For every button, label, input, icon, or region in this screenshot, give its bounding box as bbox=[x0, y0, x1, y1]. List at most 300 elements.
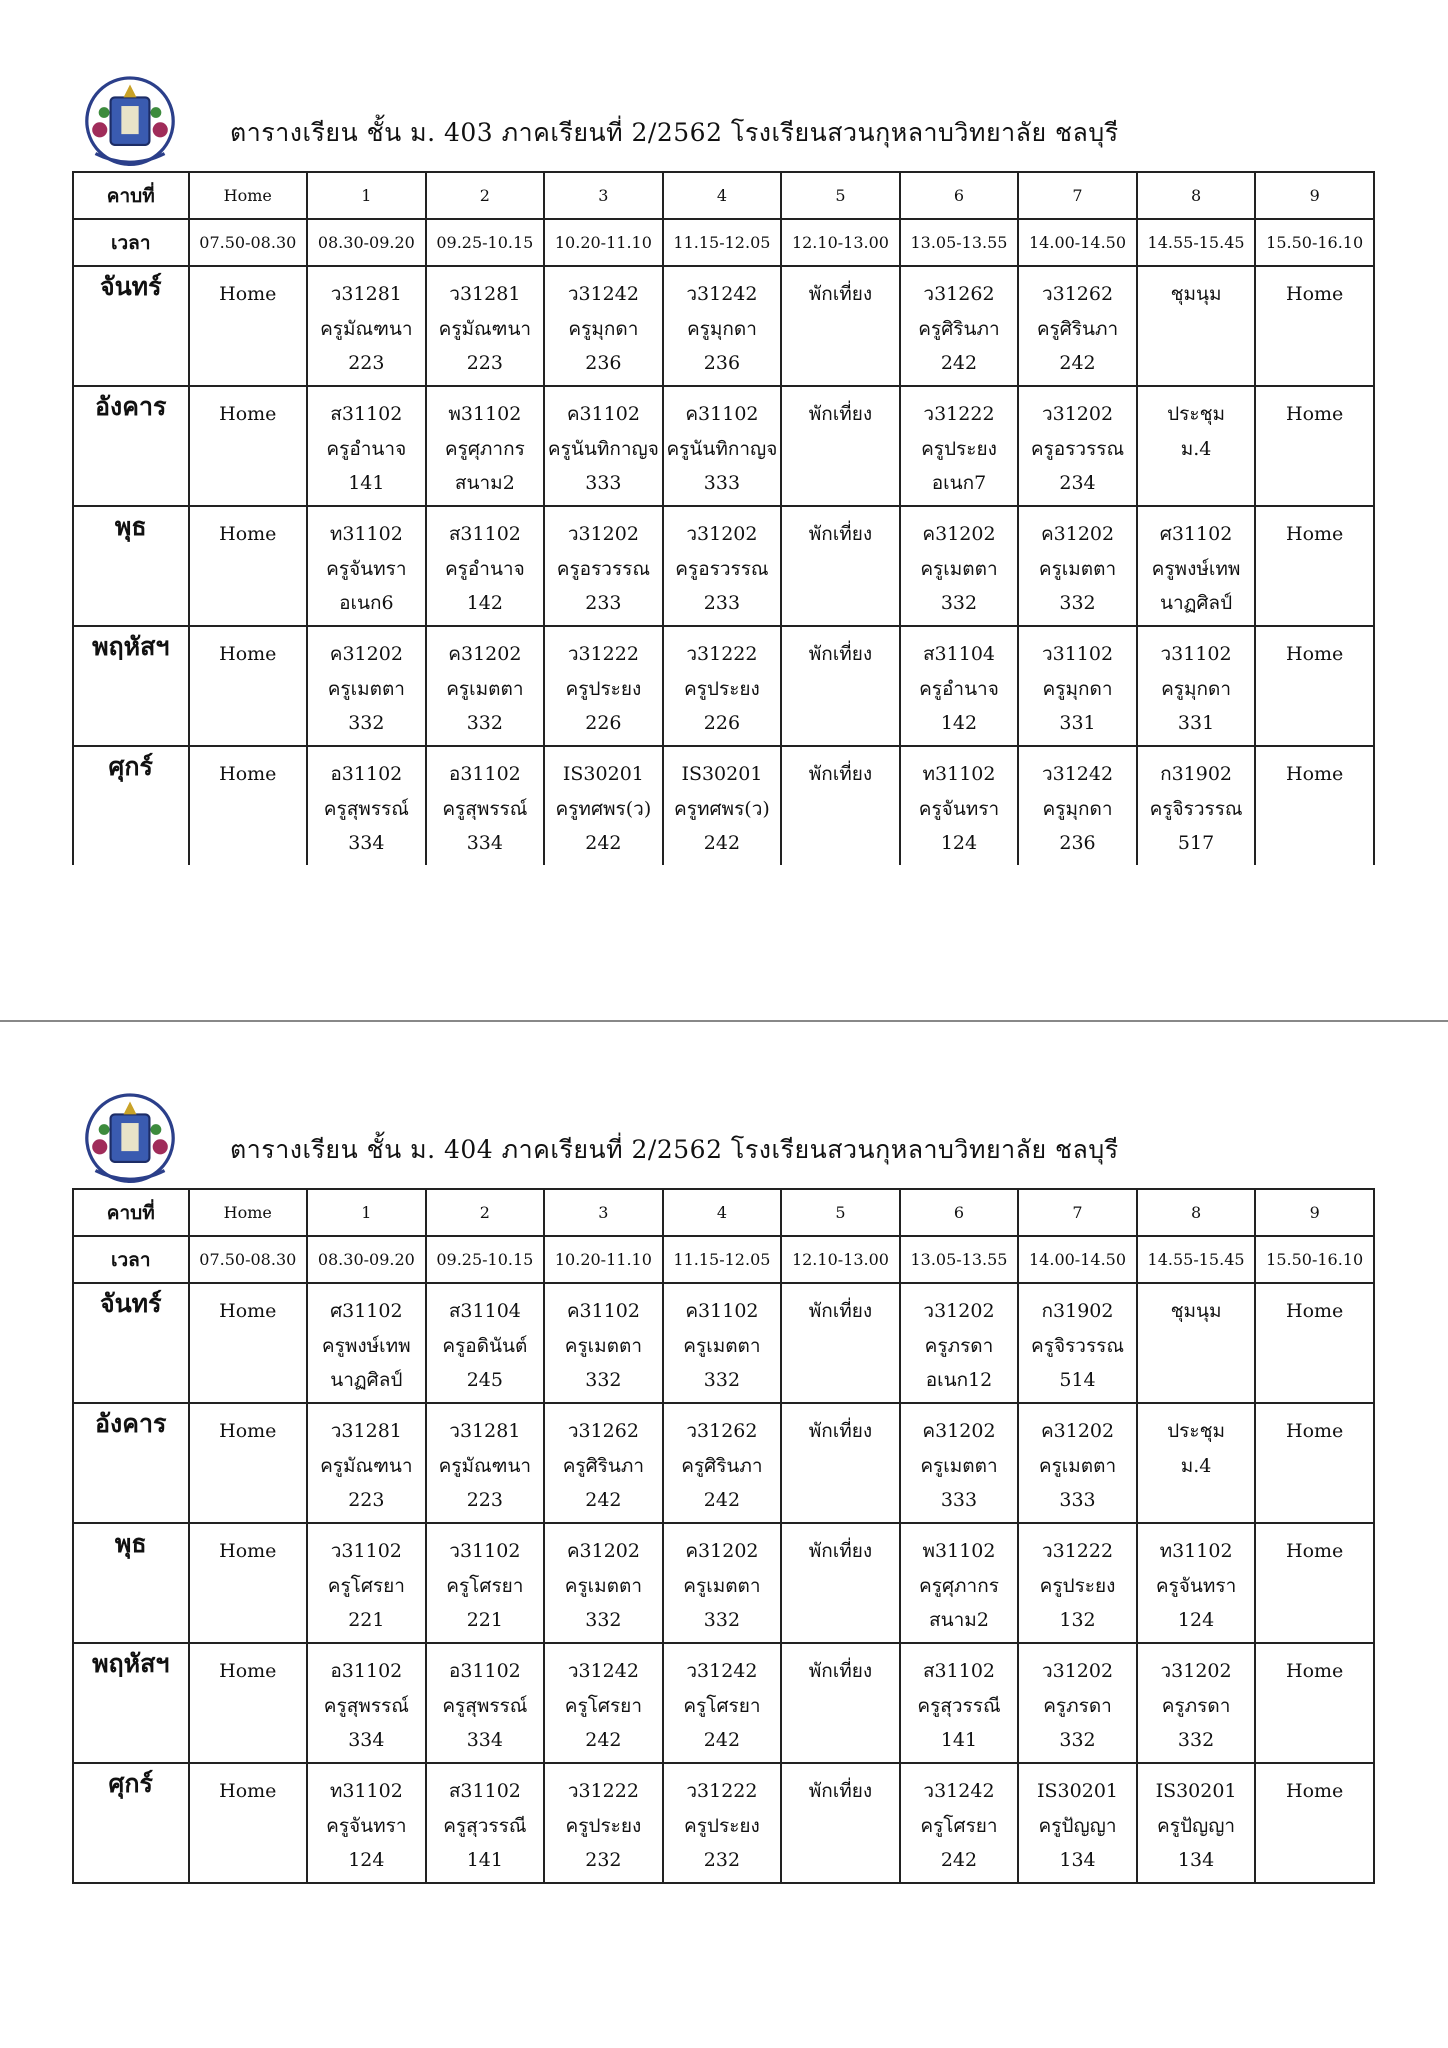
day-row bbox=[73, 626, 1374, 746]
subject-code: ว31262 bbox=[567, 1420, 639, 1442]
class-cell bbox=[900, 506, 1019, 626]
room: 333 bbox=[940, 1489, 978, 1511]
subject-code: พักเที่ยง bbox=[808, 1540, 873, 1562]
period-header-row bbox=[73, 1189, 1374, 1236]
day-name: อังคาร bbox=[73, 1403, 189, 1523]
subject-code: ประชุม bbox=[1167, 1420, 1225, 1442]
room: 142 bbox=[466, 592, 503, 614]
teacher-name: ครูทศพร(ว) bbox=[555, 797, 652, 820]
room: 334 bbox=[348, 1729, 385, 1751]
teacher-name: ครูสุพรรณ์ bbox=[442, 1694, 528, 1717]
room: 124 bbox=[1177, 1609, 1215, 1631]
period-time: 08.30-09.20 bbox=[307, 219, 426, 266]
time-header-row bbox=[73, 1236, 1374, 1283]
period-number: 6 bbox=[900, 172, 1019, 219]
class-cell bbox=[426, 506, 545, 626]
teacher-name: ครูภรดา bbox=[1161, 1694, 1231, 1717]
teacher-name: ครูอำนาจ bbox=[444, 557, 525, 580]
room: 236 bbox=[1059, 832, 1096, 854]
teacher-name: ครูปัญญา bbox=[1157, 1814, 1236, 1837]
teacher-name: ครูศิรินภา bbox=[1036, 317, 1119, 340]
teacher-name: ครูพงษ์เทพ bbox=[1151, 557, 1241, 580]
subject-code: ว31262 bbox=[686, 1420, 758, 1442]
subject-code: ว31202 bbox=[686, 523, 758, 545]
timetable bbox=[72, 1188, 1375, 1884]
subject-code: ค31202 bbox=[685, 1540, 759, 1562]
teacher-name: ครูปัญญา bbox=[1038, 1814, 1117, 1837]
teacher-name: ครูเมตตา bbox=[446, 677, 524, 700]
class-cell bbox=[1255, 506, 1374, 626]
teacher-name: ครูประยง bbox=[684, 677, 760, 700]
room: 232 bbox=[703, 1849, 741, 1871]
class-cell bbox=[1018, 746, 1137, 865]
room: 242 bbox=[940, 352, 978, 374]
schedule-m404 bbox=[0, 1072, 1448, 1871]
subject-code: ว31262 bbox=[923, 283, 995, 305]
subject-code: ว31102 bbox=[1160, 643, 1232, 665]
teacher-name: ครูเมตตา bbox=[683, 1334, 761, 1357]
class-cell bbox=[1255, 1283, 1374, 1403]
class-cell bbox=[900, 1283, 1019, 1403]
room: 141 bbox=[466, 1849, 503, 1871]
class-cell bbox=[1018, 1763, 1137, 1883]
class-cell bbox=[1018, 1643, 1137, 1763]
room: 242 bbox=[703, 832, 741, 854]
subject-code: ท31102 bbox=[922, 763, 996, 785]
class-cell bbox=[544, 1763, 663, 1883]
teacher-name: ครูเมตตา bbox=[1038, 1454, 1117, 1477]
room: 332 bbox=[1059, 1729, 1096, 1751]
day-row bbox=[73, 1643, 1374, 1763]
teacher-name: ครูศิรินภา bbox=[918, 317, 1000, 340]
room: 124 bbox=[348, 1849, 385, 1871]
class-cell bbox=[781, 1403, 900, 1523]
class-cell bbox=[544, 506, 663, 626]
subject-code: Home bbox=[1286, 1420, 1344, 1442]
day-name: อังคาร bbox=[73, 386, 189, 506]
teacher-name: ครูเมตตา bbox=[327, 677, 405, 700]
teacher-name: ครูประยง bbox=[565, 677, 642, 700]
period-time: 11.15-12.05 bbox=[663, 1236, 782, 1283]
class-cell bbox=[426, 746, 545, 865]
subject-code: ค31202 bbox=[922, 523, 996, 545]
subject-code: ว31262 bbox=[1041, 283, 1114, 305]
subject-code: ศ31102 bbox=[330, 1300, 403, 1322]
class-cell bbox=[1137, 1763, 1256, 1883]
day-row bbox=[73, 1523, 1374, 1643]
period-time: 09.25-10.15 bbox=[426, 219, 545, 266]
subject-code: ค31202 bbox=[329, 643, 403, 665]
class-cell bbox=[1255, 266, 1374, 386]
subject-code: ท31102 bbox=[329, 523, 403, 545]
class-cell bbox=[307, 1283, 426, 1403]
class-cell bbox=[544, 1403, 663, 1523]
class-cell bbox=[1137, 1283, 1256, 1403]
class-cell bbox=[1018, 1283, 1137, 1403]
period-number: 2 bbox=[426, 1189, 545, 1236]
subject-code: พักเที่ยง bbox=[808, 403, 873, 425]
page-divider bbox=[0, 1020, 1448, 1022]
class-cell bbox=[781, 746, 900, 865]
teacher-name: ครูจันทรา bbox=[326, 557, 407, 580]
subject-code: ชุมนุม bbox=[1170, 1300, 1222, 1322]
subject-code: ว31242 bbox=[923, 1780, 995, 1802]
teacher-name: ครูศุภากร bbox=[919, 1574, 999, 1597]
subject-code: ว31102 bbox=[330, 1540, 402, 1562]
class-cell bbox=[1255, 386, 1374, 506]
room: 242 bbox=[585, 1489, 622, 1511]
subject-code: Home bbox=[1286, 763, 1344, 785]
room: 141 bbox=[940, 1729, 978, 1751]
room: อเนก6 bbox=[339, 592, 394, 614]
day-row bbox=[73, 1763, 1374, 1883]
teacher-name: ครูจิรวรรณ bbox=[1031, 1334, 1124, 1357]
room: 242 bbox=[585, 832, 622, 854]
subject-code: พักเที่ยง bbox=[808, 1300, 873, 1322]
room: 234 bbox=[1059, 472, 1096, 494]
room: 226 bbox=[585, 712, 622, 734]
room: 332 bbox=[348, 712, 385, 734]
room: 242 bbox=[1059, 352, 1096, 374]
teacher-name: ครูจิรวรรณ bbox=[1149, 797, 1243, 820]
day-row bbox=[73, 1283, 1374, 1403]
day-name: พุธ bbox=[73, 506, 189, 626]
subject-code: ส31102 bbox=[330, 403, 403, 425]
teacher-name: ครูมุกดา bbox=[1161, 677, 1232, 700]
period-time: 07.50-08.30 bbox=[189, 1236, 308, 1283]
subject-code: ค31202 bbox=[566, 1540, 640, 1562]
room: อเนก7 bbox=[931, 472, 987, 494]
period-number: 9 bbox=[1255, 1189, 1374, 1236]
class-cell bbox=[663, 1523, 782, 1643]
subject-code: ว31102 bbox=[1041, 643, 1114, 665]
subject-code: Home bbox=[1286, 403, 1344, 425]
subject-code: Home bbox=[1286, 643, 1344, 665]
teacher-name: ครูเมตตา bbox=[564, 1574, 643, 1597]
subject-code: ค31102 bbox=[566, 403, 640, 425]
period-time: 10.20-11.10 bbox=[544, 219, 663, 266]
period-number: 7 bbox=[1018, 1189, 1137, 1236]
room: 332 bbox=[585, 1609, 622, 1631]
period-time: 12.10-13.00 bbox=[781, 1236, 900, 1283]
room: 223 bbox=[466, 1489, 503, 1511]
room: 223 bbox=[466, 352, 503, 374]
class-cell bbox=[426, 1283, 545, 1403]
period-number: 1 bbox=[307, 172, 426, 219]
class-cell bbox=[1137, 626, 1256, 746]
teacher-name: ครูนันทิกาญจ bbox=[547, 437, 659, 460]
day-name: พฤหัสฯ bbox=[73, 1643, 189, 1763]
class-cell bbox=[1137, 746, 1256, 865]
class-cell bbox=[307, 386, 426, 506]
period-time: 09.25-10.15 bbox=[426, 1236, 545, 1283]
room: 332 bbox=[703, 1369, 741, 1391]
class-cell bbox=[189, 1403, 308, 1523]
room: 134 bbox=[1177, 1849, 1215, 1871]
room: 221 bbox=[348, 1609, 385, 1631]
subject-code: ประชุม bbox=[1167, 403, 1225, 425]
class-cell bbox=[663, 1763, 782, 1883]
day-name: ศุกร์ bbox=[73, 746, 189, 865]
day-name: พฤหัสฯ bbox=[73, 626, 189, 746]
room: สนาม2 bbox=[929, 1609, 989, 1631]
room: 334 bbox=[348, 832, 385, 854]
class-cell bbox=[307, 626, 426, 746]
subject-code: ท31102 bbox=[1159, 1540, 1233, 1562]
subject-code: พักเที่ยง bbox=[808, 1420, 873, 1442]
teacher-name: ครูศุภากร bbox=[444, 437, 525, 460]
class-cell bbox=[1137, 386, 1256, 506]
subject-code: ค31102 bbox=[685, 1300, 759, 1322]
subject-code: ว31202 bbox=[1041, 1660, 1114, 1682]
day-row bbox=[73, 266, 1374, 386]
room: 223 bbox=[348, 352, 385, 374]
day-name: จันทร์ bbox=[73, 266, 189, 386]
time-label: เวลา bbox=[73, 219, 189, 266]
class-cell bbox=[189, 1523, 308, 1643]
class-cell bbox=[426, 1763, 545, 1883]
period-number: 5 bbox=[781, 172, 900, 219]
room: 332 bbox=[466, 712, 503, 734]
class-cell bbox=[900, 1403, 1019, 1523]
teacher-name: ครูประยง bbox=[565, 1814, 642, 1837]
subject-code: ว31222 bbox=[686, 643, 758, 665]
class-cell bbox=[544, 746, 663, 865]
teacher-name: ครูสุวรรณี bbox=[917, 1694, 1001, 1717]
subject-code: ว31242 bbox=[567, 283, 639, 305]
teacher-name: ครูประยง bbox=[1039, 1574, 1116, 1597]
period-time: 14.55-15.45 bbox=[1137, 219, 1256, 266]
subject-code: พ31102 bbox=[922, 1540, 996, 1562]
subject-code: ว31222 bbox=[567, 643, 639, 665]
class-cell bbox=[426, 1523, 545, 1643]
school-emblem-icon bbox=[76, 1082, 184, 1190]
class-cell bbox=[1255, 626, 1374, 746]
class-cell bbox=[426, 386, 545, 506]
subject-code: ค31102 bbox=[685, 403, 759, 425]
period-number: 5 bbox=[781, 1189, 900, 1236]
school-emblem-icon bbox=[76, 65, 184, 173]
class-cell bbox=[663, 1403, 782, 1523]
period-number: 9 bbox=[1255, 172, 1374, 219]
class-cell bbox=[1018, 1523, 1137, 1643]
period-time: 07.50-08.30 bbox=[189, 219, 308, 266]
room: 517 bbox=[1177, 832, 1215, 854]
subject-code: IS30201 bbox=[1155, 1780, 1237, 1802]
subject-code: Home bbox=[219, 1660, 277, 1682]
room: 124 bbox=[940, 832, 978, 854]
room: 332 bbox=[1177, 1729, 1215, 1751]
class-cell bbox=[544, 266, 663, 386]
room: 236 bbox=[585, 352, 622, 374]
teacher-name: ครูจันทรา bbox=[1155, 1574, 1237, 1597]
subject-code: ว31281 bbox=[449, 283, 521, 305]
class-cell bbox=[663, 386, 782, 506]
teacher-name: ครูอดินันต์ bbox=[442, 1334, 528, 1357]
subject-code: Home bbox=[219, 1300, 277, 1322]
class-cell bbox=[663, 626, 782, 746]
day-row bbox=[73, 746, 1374, 865]
class-cell bbox=[426, 1643, 545, 1763]
day-row bbox=[73, 506, 1374, 626]
day-row bbox=[73, 386, 1374, 506]
period-number: 3 bbox=[544, 1189, 663, 1236]
subject-code: ว31281 bbox=[330, 283, 402, 305]
teacher-name: ครูสุพรรณ์ bbox=[323, 797, 409, 820]
room: 141 bbox=[348, 472, 385, 494]
class-cell bbox=[1018, 626, 1137, 746]
room: 226 bbox=[703, 712, 741, 734]
class-cell bbox=[781, 506, 900, 626]
subject-code: Home bbox=[1286, 1780, 1344, 1802]
subject-code: Home bbox=[1286, 283, 1344, 305]
subject-code: อ31102 bbox=[448, 763, 521, 785]
room: นาฏศิลป์ bbox=[1159, 592, 1233, 614]
subject-code: ศ31102 bbox=[1159, 523, 1233, 545]
subject-code: ค31202 bbox=[1040, 1420, 1115, 1442]
subject-code: Home bbox=[219, 1780, 277, 1802]
class-cell bbox=[307, 1523, 426, 1643]
subject-code: อ31102 bbox=[448, 1660, 521, 1682]
class-cell bbox=[307, 506, 426, 626]
day-row bbox=[73, 1403, 1374, 1523]
class-cell bbox=[900, 1523, 1019, 1643]
subject-code: IS30201 bbox=[1037, 1780, 1118, 1802]
room: 242 bbox=[585, 1729, 622, 1751]
class-cell bbox=[1137, 1403, 1256, 1523]
period-label: คาบที่ bbox=[73, 172, 189, 219]
subject-code: พักเที่ยง bbox=[808, 523, 873, 545]
subject-code: ส31102 bbox=[448, 1780, 521, 1802]
subject-code: ว31242 bbox=[686, 283, 758, 305]
class-cell bbox=[663, 1643, 782, 1763]
period-number: Home bbox=[189, 1189, 308, 1236]
teacher-name: ครูมุกดา bbox=[1042, 677, 1113, 700]
class-cell bbox=[1137, 266, 1256, 386]
subject-code: ส31104 bbox=[922, 643, 995, 665]
time-label: เวลา bbox=[73, 1236, 189, 1283]
room: 245 bbox=[466, 1369, 503, 1391]
class-cell bbox=[1255, 1523, 1374, 1643]
class-cell bbox=[307, 266, 426, 386]
teacher-name: ครูมัณฑนา bbox=[320, 1454, 413, 1477]
period-number: Home bbox=[189, 172, 308, 219]
period-number: 2 bbox=[426, 172, 545, 219]
period-time: 14.55-15.45 bbox=[1137, 1236, 1256, 1283]
teacher-name: ครูอรวรรณ bbox=[556, 557, 651, 580]
class-cell bbox=[189, 506, 308, 626]
teacher-name: ครูมุกดา bbox=[686, 317, 757, 340]
teacher-name: ครูสุพรรณ์ bbox=[442, 797, 528, 820]
subject-code: พักเที่ยง bbox=[808, 643, 873, 665]
period-time: 15.50-16.10 bbox=[1255, 219, 1374, 266]
room: 333 bbox=[585, 472, 622, 494]
period-time: 08.30-09.20 bbox=[307, 1236, 426, 1283]
room: 514 bbox=[1059, 1369, 1096, 1391]
subject-code: พักเที่ยง bbox=[808, 763, 873, 785]
subject-code: ว31202 bbox=[923, 1300, 995, 1322]
class-cell bbox=[663, 506, 782, 626]
class-cell bbox=[1137, 506, 1256, 626]
teacher-name: ครูโศรยา bbox=[327, 1574, 405, 1597]
subject-code: ว31202 bbox=[1041, 403, 1114, 425]
class-cell bbox=[307, 1763, 426, 1883]
period-time: 14.00-14.50 bbox=[1018, 1236, 1137, 1283]
class-cell bbox=[307, 1403, 426, 1523]
subject-code: พักเที่ยง bbox=[808, 283, 873, 305]
subject-code: ค31202 bbox=[1040, 523, 1115, 545]
subject-code: Home bbox=[219, 523, 277, 545]
subject-code: IS30201 bbox=[681, 763, 763, 785]
class-cell bbox=[900, 386, 1019, 506]
teacher-name: ครูเมตตา bbox=[920, 1454, 998, 1477]
teacher-name: ครูเมตตา bbox=[920, 557, 998, 580]
subject-code: ส31102 bbox=[448, 523, 521, 545]
subject-code: ว31102 bbox=[449, 1540, 521, 1562]
class-cell bbox=[189, 1763, 308, 1883]
period-label: คาบที่ bbox=[73, 1189, 189, 1236]
subject-code: ว31242 bbox=[567, 1660, 639, 1682]
teacher-name: ครูโศรยา bbox=[683, 1694, 761, 1717]
class-cell bbox=[426, 266, 545, 386]
room: 333 bbox=[703, 472, 741, 494]
subject-code: พักเที่ยง bbox=[808, 1780, 873, 1802]
class-cell bbox=[1137, 1643, 1256, 1763]
subject-code: ว31202 bbox=[567, 523, 639, 545]
class-cell bbox=[544, 626, 663, 746]
class-cell bbox=[900, 266, 1019, 386]
class-cell bbox=[1255, 1643, 1374, 1763]
subject-code: อ31102 bbox=[330, 1660, 403, 1682]
class-cell bbox=[426, 1403, 545, 1523]
room: 242 bbox=[703, 1729, 741, 1751]
class-cell bbox=[544, 1643, 663, 1763]
teacher-name: ครูนันทิกาญจ bbox=[666, 437, 778, 460]
class-cell bbox=[781, 1643, 900, 1763]
subject-code: ว31202 bbox=[1160, 1660, 1232, 1682]
subject-code: IS30201 bbox=[562, 763, 644, 785]
subject-code: ว31281 bbox=[449, 1420, 521, 1442]
day-name: จันทร์ bbox=[73, 1283, 189, 1403]
class-cell bbox=[900, 1763, 1019, 1883]
subject-code: ก31902 bbox=[1041, 1300, 1114, 1322]
class-cell bbox=[900, 746, 1019, 865]
period-time: 13.05-13.55 bbox=[900, 1236, 1019, 1283]
room: 233 bbox=[585, 592, 622, 614]
class-cell bbox=[189, 386, 308, 506]
room: 242 bbox=[940, 1849, 978, 1871]
schedule-title: ตารางเรียน ชั้น ม. 404 ภาคเรียนที่ 2/2562 โรงเรียนสวนกุหลาบวิทยาลัย ชลบุรี bbox=[230, 1135, 1119, 1164]
time-header-row bbox=[73, 219, 1374, 266]
room: 233 bbox=[703, 592, 741, 614]
period-number: 6 bbox=[900, 1189, 1019, 1236]
teacher-name: ครูเมตตา bbox=[564, 1334, 643, 1357]
class-cell bbox=[781, 1283, 900, 1403]
teacher-name: ครูโศรยา bbox=[920, 1814, 998, 1837]
class-cell bbox=[189, 1283, 308, 1403]
class-cell bbox=[307, 746, 426, 865]
subject-code: Home bbox=[219, 643, 277, 665]
room: 232 bbox=[585, 1849, 622, 1871]
class-cell bbox=[189, 746, 308, 865]
room: 332 bbox=[703, 1609, 741, 1631]
class-cell bbox=[544, 386, 663, 506]
room: 223 bbox=[348, 1489, 385, 1511]
room: 332 bbox=[585, 1369, 622, 1391]
subject-code: ชุมนุม bbox=[1170, 283, 1222, 305]
period-number: 4 bbox=[663, 172, 782, 219]
period-time: 12.10-13.00 bbox=[781, 219, 900, 266]
